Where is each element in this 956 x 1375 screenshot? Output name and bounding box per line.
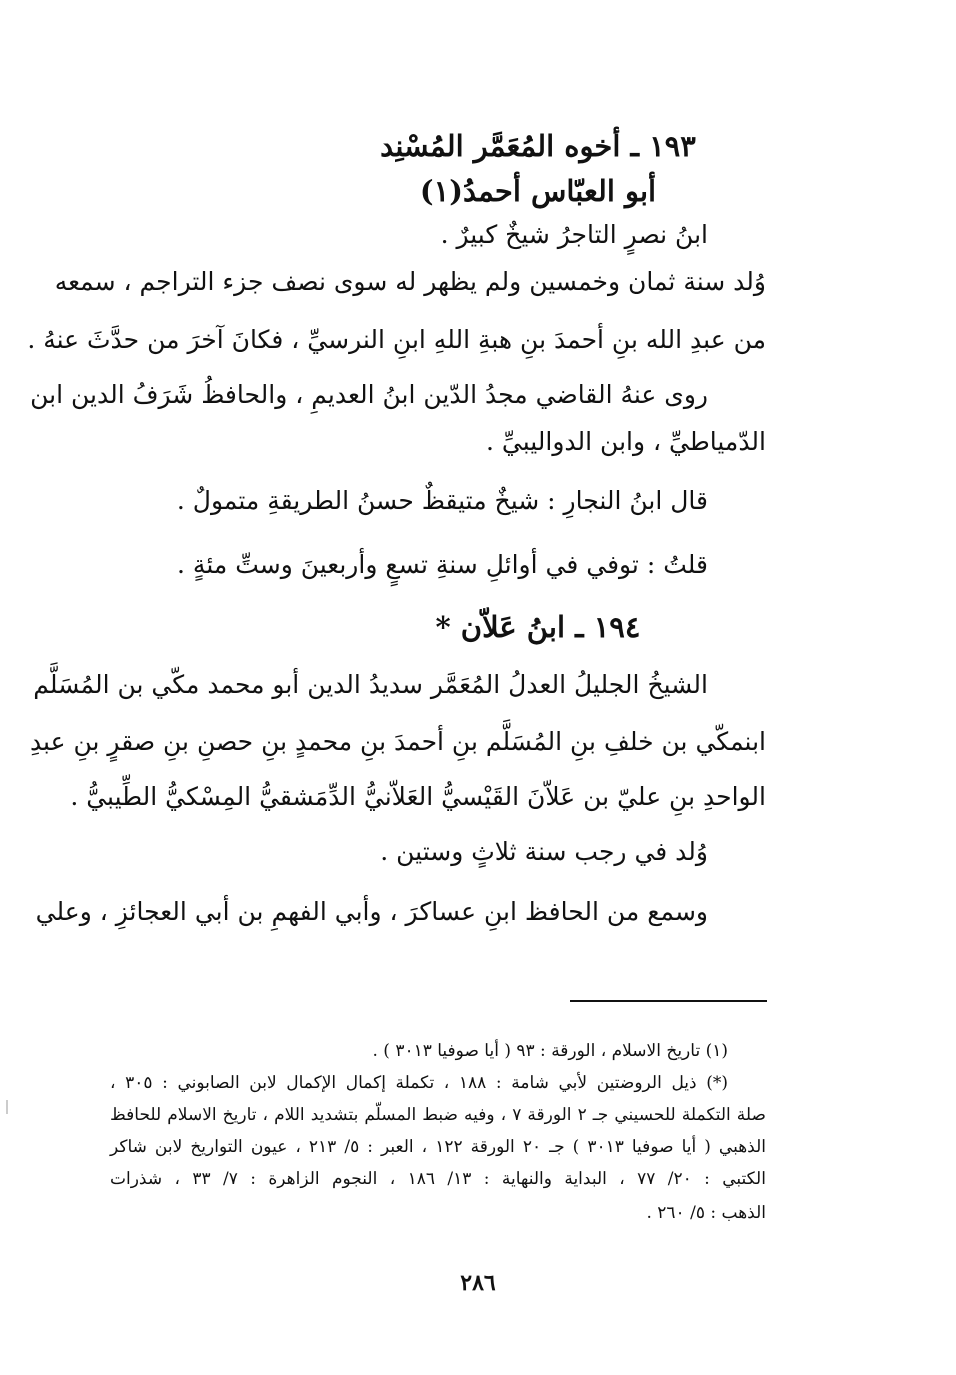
entry-193-line-2: وُلد سنة ثمان وخمسين ولم يظهر له سوى نصف جزء التراجم ، سمعه: [54, 267, 766, 296]
entry-193-subheading: أبو العبّاس أحمدُ(١): [419, 174, 657, 208]
entry-194-line-4: وُلد في رجب سنة ثلاثٍ وستين .: [380, 837, 708, 866]
entry-193-line-1: ابنُ نصرٍ التاجرُ شيخٌ كبيرٌ .: [440, 220, 708, 249]
footnote-separator: [570, 1000, 767, 1002]
entry-193-line-6: قال ابنُ النجارِ : شيخٌ متيقظٌ حسنُ الطريقةِ متمولٌ .: [176, 486, 708, 515]
footnote-2-line-5: الذهب : ٥/ ٢٦٠ .: [646, 1203, 766, 1223]
entry-194-line-3: الواحدِ بنِ عليّ بن عَلاّنَ القَيْسيُّ العَلاّنيُّ الدِّمَشقيُّ المِسْكيُّ الطِّيبيُّ .: [70, 782, 766, 811]
entry-193-line-4: روى عنهُ القاضي مجدُ الدّين ابنُ العديمِ ، والحافظُ شَرَفُ الدين ابن: [30, 380, 708, 409]
entry-194-heading: ١٩٤ ـ ابنُ عَلاّن *: [435, 610, 641, 644]
entry-193-heading: ١٩٣ ـ أخوه المُعَمَّر المُسْنِد: [380, 129, 696, 163]
entry-194-line-5: وسمع من الحافظ ابنِ عساكرَ ، وأبي الفهمِ بن أبي العجائزِ ، وعلي: [35, 897, 708, 926]
margin-mark: [6, 1100, 8, 1114]
footnote-2-line-4: الكتبي : ٢٠/ ٧٧ ، البداية والنهاية : ١٣/ ١٨٦ ، النجوم الزاهرة : ٧/ ٣٣ ، شذرات: [110, 1169, 766, 1189]
footnote-2-line-1: (*) ذيل الروضتين لأبي شامة : ١٨٨ ، تكملة إكمال الإكمال لابن الصابوني : ٣٠٥ ،: [110, 1073, 728, 1093]
footnote-2-line-2: صلة التكملة للحسيني جـ ٢ الورقة ٧ ، وفيه ضبط المسلّم بتشديد اللام ، تاريخ الاسلام للحافظ: [110, 1105, 766, 1125]
entry-193-line-3: من عبدِ الله بنِ أحمدَ بنِ هبةِ اللهِ ابنِ النرسيِّ ، فكانَ آخرَ من حدَّثَ عنهُ .: [27, 325, 766, 354]
page-number: ٢٨٦: [460, 1270, 496, 1296]
entry-193-line-5: الدّمياطيِّ ، وابن الدواليبيِّ .: [485, 427, 766, 456]
footnote-2-line-3: الذهبي ( أيا صوفيا ٣٠١٣ ) جـ ٢٠ الورقة ١٢٢ ، العبر : ٥/ ٢١٣ ، عيون التواريخ لابن شاكر: [110, 1137, 766, 1157]
footnote-1: (١) تاريخ الاسلام ، الورقة : ٩٣ ( أيا صوفيا ٣٠١٣ ) .: [372, 1041, 728, 1061]
entry-194-line-1: الشيخُ الجليلُ العدلُ المُعَمَّر سديدُ الدين أبو محمد مكّي بن المُسَلَّم: [33, 670, 708, 699]
entry-194-line-2: ابنمكّي بن خلفِ بنِ المُسَلَّم بنِ أحمدَ بنِ محمدٍ بنِ حصنِ بنِ صقرٍ بنِ عبدِ: [29, 727, 766, 756]
entry-193-line-7: قلتُ : توفي في أوائلِ سنةِ تسعٍ وأربعينَ وستِّ مئةٍ .: [177, 550, 708, 579]
